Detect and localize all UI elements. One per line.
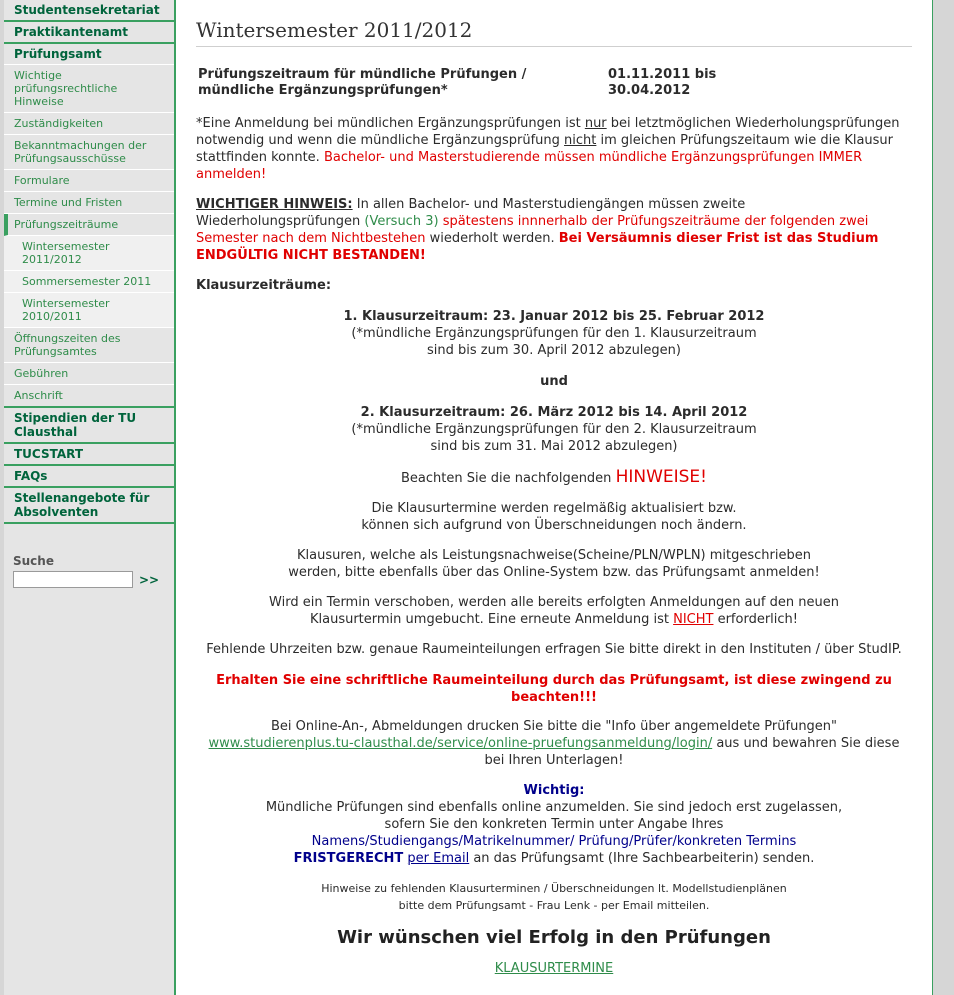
klausurzeitraum-1: 1. Klausurzeitraum: 23. Januar 2012 bis 25. Februar 2012 (*mündliche Ergänzungsprüfungen für den 1. Klausurzeitraum sind bis zum 30. April 2012 abzulegen) <box>343 309 765 358</box>
right-margin <box>933 0 954 995</box>
und-text: und <box>540 374 568 389</box>
nav-item-stipendien[interactable]: Stipendien der TU Clausthal <box>4 408 174 444</box>
note-paragraph: *Eine Anmeldung bei mündlichen Ergänzungsprüfungen ist nur bei letztmöglichen Wiederholungsprüfungen notwendig und wenn die mündliche Ergänzungsprüfung nicht im gleichen Prüfungszeitaum wie die Klausur stattfinden konnte. Bachelor- und Masterstudierende müssen mündliche Ergänzungsprüfungen IMMER anmelden! <box>196 116 900 182</box>
hint-verschoben: Wird ein Termin verschoben, werden alle bereits erfolgten Anmeldungen auf den neuen Klausurtermin umgebucht. Eine erneute Anmeldung ist NICHT erforderlich! <box>269 595 839 627</box>
pruefungszeitraum-row <box>196 67 912 99</box>
nav-item-faqs[interactable]: FAQs <box>4 466 174 488</box>
nav-sub-formulare[interactable]: Formulare <box>4 170 174 192</box>
klausur-heading: Klausurzeiträume: <box>196 278 332 293</box>
pruefungszeitraum-label-2: mündliche Ergänzungsprüfungen* <box>198 83 448 98</box>
search-submit-button[interactable]: >> <box>139 572 160 587</box>
search-input[interactable] <box>13 571 133 588</box>
main-content <box>176 0 932 995</box>
nav-sub-zustaendigkeiten[interactable]: Zuständigkeiten <box>4 113 174 135</box>
hint-raumeinteilung: Erhalten Sie eine schriftliche Raumeinteilung durch das Prüfungsamt, ist diese zwingend zu beachten!!! <box>216 673 892 705</box>
nav-sub-anschrift[interactable]: Anschrift <box>4 385 174 408</box>
klausurzeitraum-2: 2. Klausurzeitraum: 26. März 2012 bis 14. April 2012 (*mündliche Ergänzungsprüfungen für den 2. Klausurzeitraum sind bis zum 31. Mai 2012 abzulegen) <box>351 405 757 454</box>
nav-item-tucstart[interactable]: TUCSTART <box>4 444 174 466</box>
hint-update: Die Klausurtermine werden regelmäßig aktualisiert bzw. können sich aufgrund von Überschneidungen noch ändern. <box>361 501 747 533</box>
nav-sub-gebuehren[interactable]: Gebühren <box>4 363 174 385</box>
sidebar-nav <box>4 0 174 524</box>
sidebar <box>4 0 174 995</box>
pruefungszeitraum-value-1: 01.11.2011 bis <box>608 67 717 82</box>
pruefungszeitraum-label-1: Prüfungszeitraum für mündliche Prüfungen / <box>198 67 527 82</box>
nav-item-praktikantenamt[interactable]: Praktikantenamt <box>4 22 174 44</box>
nav-subsub-ws-2010-2011[interactable]: Wintersemester 2010/2011 <box>4 293 174 328</box>
klausurtermine-link[interactable]: KLAUSURTERMINE <box>494 961 614 976</box>
nav-sub-bekanntmachungen[interactable]: Bekanntmachungen der Prüfungsausschüsse <box>4 135 174 170</box>
wichtig-title: Wichtig: <box>523 783 585 798</box>
search-box <box>4 524 174 588</box>
page-title: Wintersemester 2011/2012 <box>196 18 912 47</box>
hint-leistungsnachweise: Klausuren, welche als Leistungsnachweise(Scheine/PLN/WPLN) mitgeschrieben werden, bitte ebenfalls über das Online-System bzw. das Prüfungsamt anmelden! <box>288 548 820 580</box>
nav-sub-pruefungszeitraeume[interactable]: Prüfungszeiträume <box>4 214 174 236</box>
nav-sub-wichtige-hinweise[interactable]: Wichtige prüfungsrechtliche Hinweise <box>4 65 174 113</box>
nav-item-stellenangebote[interactable]: Stellenangebote für Absolventen <box>4 488 174 524</box>
wichtig-block: Wichtig: Mündliche Prüfungen sind ebenfalls online anzumelden. Sie sind jedoch erst zugelassen, sofern Sie den konkreten Termin unter Angabe Ihres Namens/Studiengangs/Matrikelnummer/ Prüfung/Prüfer/konkreten Termins FRISTGERECHT per Email an das Prüfungsamt (Ihre Sachbearbeiterin) senden. <box>265 783 843 866</box>
nav-sub-oeffnungszeiten[interactable]: Öffnungszeiten des Prüfungsamtes <box>4 328 174 363</box>
search-title: Suche <box>13 554 54 568</box>
nav-subsub-ss-2011[interactable]: Sommersemester 2011 <box>4 271 174 293</box>
important-notice: WICHTIGER HINWEIS: In allen Bachelor- und Masterstudiengängen müssen zweite Wiederholungsprüfungen (Versuch 3) spätestens innnerhalb der Prüfungszeiträume der folgenden zwei Semester nach dem Nichtbestehen wiederholt werden. Bei Versäumnis dieser Frist ist das Studium ENDGÜLTIG NICHT BESTANDEN! <box>196 197 879 263</box>
pruefungszeitraum-value-2: 30.04.2012 <box>608 83 691 98</box>
online-pruefungsanmeldung-link[interactable]: www.studierenplus.tu-clausthal.de/service/online-pruefungsanmeldung/login/ <box>208 736 713 751</box>
final-wish: Wir wünschen viel Erfolg in den Prüfungen <box>337 927 771 948</box>
nav-item-pruefungsamt[interactable]: Prüfungsamt <box>4 44 174 65</box>
nav-subsub-ws-2011-2012[interactable]: Wintersemester 2011/2012 <box>4 236 174 271</box>
nav-item-studentensekretariat[interactable]: Studentensekretariat <box>4 0 174 22</box>
small-hint: Hinweise zu fehlenden Klausurterminen / Überschneidungen lt. Modellstudienplänen bitte dem Prüfungsamt - Frau Lenk - per Email mitteilen. <box>321 882 787 912</box>
klausurtermine-row <box>196 960 912 977</box>
nav-sub-termine-fristen[interactable]: Termine und Fristen <box>4 192 174 214</box>
beachten-line: Beachten Sie die nachfolgenden HINWEISE! <box>400 467 707 487</box>
hint-uhrzeiten: Fehlende Uhrzeiten bzw. genaue Raumeinteilungen erfragen Sie bitte direkt in den Instituten / über StudIP. <box>206 642 902 657</box>
hint-online-anmeldung: Bei Online-An-, Abmeldungen drucken Sie bitte die "Info über angemeldete Prüfungen" www.studierenplus.tu-clausthal.de/service/online-pruefungsanmeldung/login/ aus und bewahren Sie diese bei Ihren Unterlagen! <box>208 719 900 768</box>
per-email-link[interactable]: per Email <box>407 851 470 866</box>
